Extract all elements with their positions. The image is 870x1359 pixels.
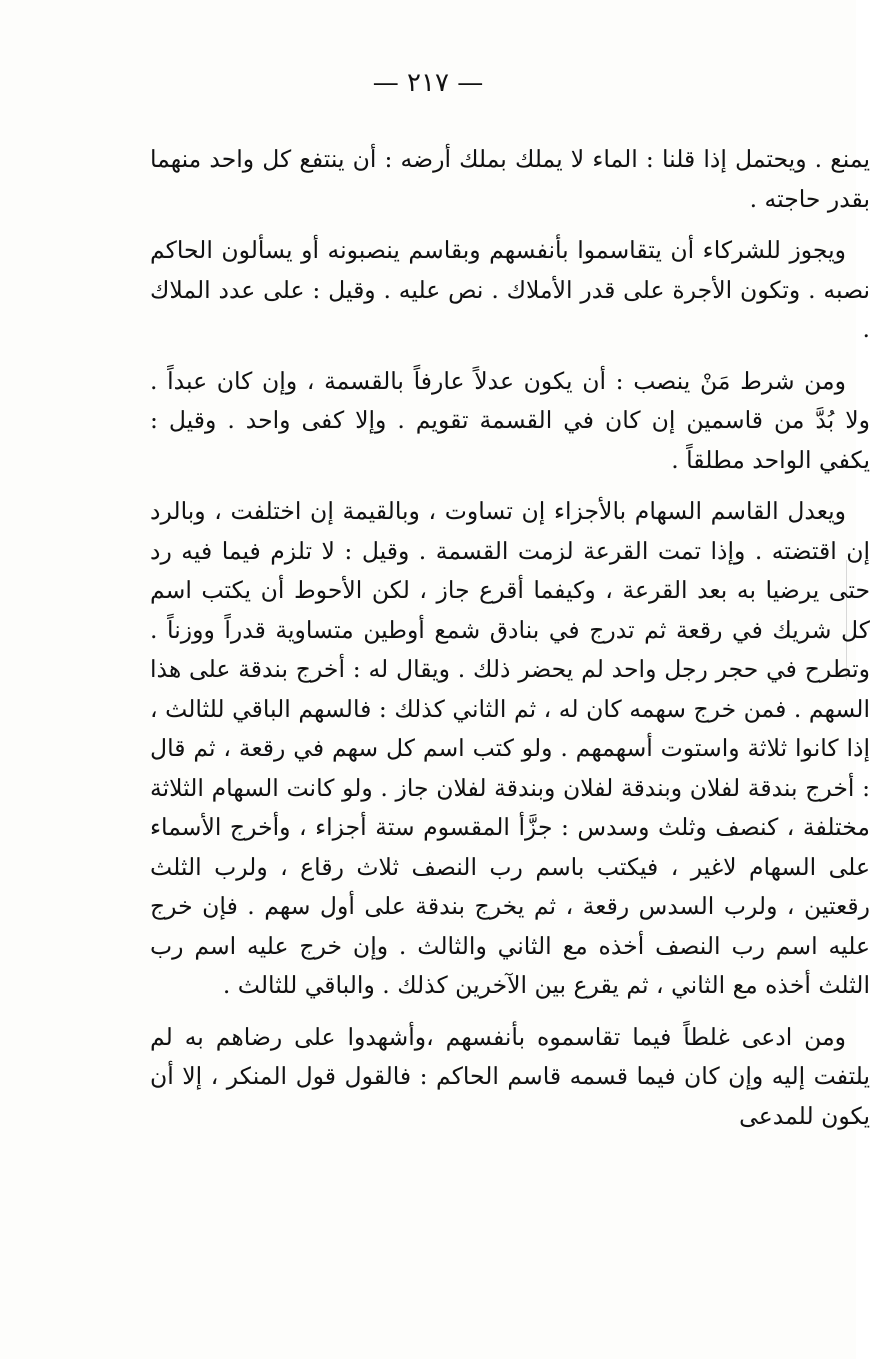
paragraph-4: ويعدل القاسم السهام بالأجزاء إن تساوت ، وبالقيمة إن اختلفت ، وبالرد إن اقتضته . وإذا تمت القرعة لزمت القسمة . وقيل : لا تلزم فيما فيه رد حتى يرضيا به بعد القرعة ، وكيفما أقرع جاز ، لكن الأحوط أن يكتب اسم كل شريك في رقعة ثم تدرج في بنادق شمع أوطين متساوية قدراً ووزناً . وتطرح في حجر رجل واحد لم يحضر ذلك . ويقال له : أخرج بندقة على هذا السهم . فمن خرج سهمه كان له ، ثم الثاني كذلك : فالسهم الباقي للثالث ، إذا كانوا ثلاثة واستوت أسهمهم . ولو كتب اسم كل سهم في رقعة ، ثم قال : أخرج بندقة لفلان وبندقة لفلان وبندقة لفلان جاز . ولو كانت السهام الثلاثة مختلفة ، كنصف وثلث وسدس : جزَّأ المقسوم ستة أجزاء ، وأخرج الأسماء على السهام لاغير ، فيكتب باسم رب النصف ثلاث رقاع ، ولرب الثلث رقعتين ، ولرب السدس رقعة ، ثم يخرج بندقة على أول سهم . فإن خرج عليه اسم رب النصف أخذه مع الثاني والثالث . وإن خرج عليه اسم رب الثلث أخذه مع الثاني ، ثم يقرع بين الآخرين كذلك . والباقي للثالث . <box>150 497 870 999</box>
paragraph-2: ويجوز للشركاء أن يتقاسموا بأنفسهم وبقاسم ينصبونه أو يسألون الحاكم نصبه . وتكون الأجرة على قدر الأملاك . نص عليه . وقيل : على عدد الملاك . <box>150 236 870 343</box>
body-text <box>150 140 870 1148</box>
paragraph-5: ومن ادعى غلطاً فيما تقاسموه بأنفسهم ،وأشهدوا على رضاهم به لم يلتفت إليه وإن كان فيما قسمه قاسم الحاكم : فالقول قول المنكر ، إلا أن يكون للمدعى <box>150 1022 870 1130</box>
paragraph-1: يمنع . ويحتمل إذا قلنا : الماء لا يملك بملك أرضه : أن ينتفع كل واحد منهما بقدر حاجته . <box>150 145 870 213</box>
page-number: — ٢١٧ — <box>372 68 484 98</box>
paragraph-3: ومن شرط مَنْ ينصب : أن يكون عدلاً عارفاً بالقسمة ، وإن كان عبداً . ولا بُدَّ من قاسمين إن كان في القسمة تقويم . وإلا كفى واحد . وقيل : يكفي الواحد مطلقاً . <box>150 366 870 474</box>
